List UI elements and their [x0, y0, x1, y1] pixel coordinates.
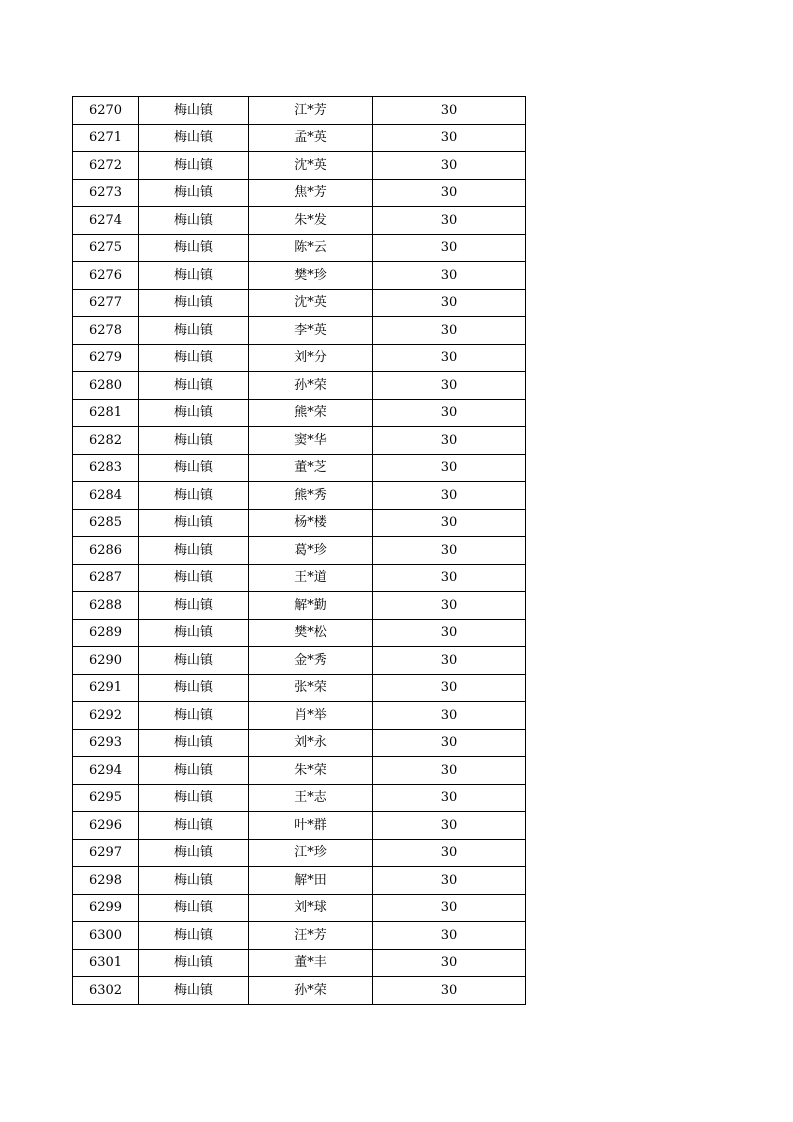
- person-name-cell: 杨*楼: [249, 509, 373, 537]
- person-name-cell: 葛*珍: [249, 537, 373, 565]
- row-number-cell: 6271: [73, 124, 139, 152]
- town-cell: 梅山镇: [139, 97, 249, 125]
- table-row: [73, 674, 526, 702]
- town-cell: 梅山镇: [139, 977, 249, 1005]
- amount-cell: 30: [373, 564, 526, 592]
- person-name-cell: 沈*英: [249, 289, 373, 317]
- amount-cell: 30: [373, 894, 526, 922]
- table-row: [73, 317, 526, 345]
- table-row: [73, 537, 526, 565]
- town-cell: 梅山镇: [139, 674, 249, 702]
- table-row: [73, 482, 526, 510]
- row-number-cell: 6298: [73, 867, 139, 895]
- town-cell: 梅山镇: [139, 702, 249, 730]
- amount-cell: 30: [373, 784, 526, 812]
- town-cell: 梅山镇: [139, 949, 249, 977]
- amount-cell: 30: [373, 289, 526, 317]
- town-cell: 梅山镇: [139, 124, 249, 152]
- person-name-cell: 焦*芳: [249, 179, 373, 207]
- person-name-cell: 王*道: [249, 564, 373, 592]
- person-name-cell: 朱*发: [249, 207, 373, 235]
- amount-cell: 30: [373, 317, 526, 345]
- amount-cell: 30: [373, 124, 526, 152]
- person-name-cell: 王*志: [249, 784, 373, 812]
- row-number-cell: 6295: [73, 784, 139, 812]
- table-row: [73, 729, 526, 757]
- amount-cell: 30: [373, 262, 526, 290]
- row-number-cell: 6290: [73, 647, 139, 675]
- person-name-cell: 朱*荣: [249, 757, 373, 785]
- person-name-cell: 孙*荣: [249, 977, 373, 1005]
- row-number-cell: 6299: [73, 894, 139, 922]
- person-name-cell: 樊*珍: [249, 262, 373, 290]
- table-row: [73, 262, 526, 290]
- town-cell: 梅山镇: [139, 509, 249, 537]
- person-name-cell: 叶*群: [249, 812, 373, 840]
- town-cell: 梅山镇: [139, 922, 249, 950]
- row-number-cell: 6285: [73, 509, 139, 537]
- table-row: [73, 97, 526, 125]
- town-cell: 梅山镇: [139, 372, 249, 400]
- row-number-cell: 6272: [73, 152, 139, 180]
- table-row: [73, 784, 526, 812]
- town-cell: 梅山镇: [139, 894, 249, 922]
- town-cell: 梅山镇: [139, 152, 249, 180]
- table-row: [73, 289, 526, 317]
- row-number-cell: 6292: [73, 702, 139, 730]
- amount-cell: 30: [373, 619, 526, 647]
- amount-cell: 30: [373, 372, 526, 400]
- table-row: [73, 372, 526, 400]
- table-row: [73, 647, 526, 675]
- table-row: [73, 234, 526, 262]
- row-number-cell: 6301: [73, 949, 139, 977]
- row-number-cell: 6274: [73, 207, 139, 235]
- table-row: [73, 949, 526, 977]
- person-name-cell: 董*芝: [249, 454, 373, 482]
- row-number-cell: 6283: [73, 454, 139, 482]
- row-number-cell: 6297: [73, 839, 139, 867]
- amount-cell: 30: [373, 537, 526, 565]
- table-row: [73, 922, 526, 950]
- amount-cell: 30: [373, 729, 526, 757]
- town-cell: 梅山镇: [139, 262, 249, 290]
- town-cell: 梅山镇: [139, 757, 249, 785]
- roster-table: [72, 96, 526, 1005]
- amount-cell: 30: [373, 482, 526, 510]
- amount-cell: 30: [373, 812, 526, 840]
- amount-cell: 30: [373, 207, 526, 235]
- town-cell: 梅山镇: [139, 867, 249, 895]
- table-row: [73, 592, 526, 620]
- table-row: [73, 124, 526, 152]
- person-name-cell: 窦*华: [249, 427, 373, 455]
- person-name-cell: 熊*荣: [249, 399, 373, 427]
- row-number-cell: 6296: [73, 812, 139, 840]
- table-row: [73, 757, 526, 785]
- row-number-cell: 6287: [73, 564, 139, 592]
- town-cell: 梅山镇: [139, 482, 249, 510]
- table-row: [73, 454, 526, 482]
- person-name-cell: 樊*松: [249, 619, 373, 647]
- town-cell: 梅山镇: [139, 427, 249, 455]
- table-row: [73, 839, 526, 867]
- row-number-cell: 6286: [73, 537, 139, 565]
- row-number-cell: 6279: [73, 344, 139, 372]
- amount-cell: 30: [373, 399, 526, 427]
- town-cell: 梅山镇: [139, 344, 249, 372]
- row-number-cell: 6282: [73, 427, 139, 455]
- amount-cell: 30: [373, 647, 526, 675]
- table-row: [73, 977, 526, 1005]
- person-name-cell: 董*丰: [249, 949, 373, 977]
- row-number-cell: 6288: [73, 592, 139, 620]
- row-number-cell: 6300: [73, 922, 139, 950]
- town-cell: 梅山镇: [139, 592, 249, 620]
- table-row: [73, 179, 526, 207]
- table-row: [73, 399, 526, 427]
- table-row: [73, 207, 526, 235]
- person-name-cell: 李*英: [249, 317, 373, 345]
- person-name-cell: 解*勤: [249, 592, 373, 620]
- person-name-cell: 肖*举: [249, 702, 373, 730]
- row-number-cell: 6293: [73, 729, 139, 757]
- row-number-cell: 6291: [73, 674, 139, 702]
- person-name-cell: 张*荣: [249, 674, 373, 702]
- amount-cell: 30: [373, 344, 526, 372]
- town-cell: 梅山镇: [139, 399, 249, 427]
- row-number-cell: 6277: [73, 289, 139, 317]
- town-cell: 梅山镇: [139, 784, 249, 812]
- amount-cell: 30: [373, 922, 526, 950]
- row-number-cell: 6276: [73, 262, 139, 290]
- town-cell: 梅山镇: [139, 564, 249, 592]
- person-name-cell: 沈*英: [249, 152, 373, 180]
- person-name-cell: 陈*云: [249, 234, 373, 262]
- table-row: [73, 427, 526, 455]
- row-number-cell: 6284: [73, 482, 139, 510]
- table-row: [73, 619, 526, 647]
- person-name-cell: 汪*芳: [249, 922, 373, 950]
- amount-cell: 30: [373, 592, 526, 620]
- person-name-cell: 孙*荣: [249, 372, 373, 400]
- table-row: [73, 867, 526, 895]
- table-row: [73, 812, 526, 840]
- town-cell: 梅山镇: [139, 647, 249, 675]
- town-cell: 梅山镇: [139, 234, 249, 262]
- table-row: [73, 344, 526, 372]
- amount-cell: 30: [373, 757, 526, 785]
- amount-cell: 30: [373, 839, 526, 867]
- person-name-cell: 金*秀: [249, 647, 373, 675]
- amount-cell: 30: [373, 234, 526, 262]
- town-cell: 梅山镇: [139, 207, 249, 235]
- town-cell: 梅山镇: [139, 537, 249, 565]
- town-cell: 梅山镇: [139, 729, 249, 757]
- town-cell: 梅山镇: [139, 454, 249, 482]
- row-number-cell: 6273: [73, 179, 139, 207]
- row-number-cell: 6281: [73, 399, 139, 427]
- town-cell: 梅山镇: [139, 812, 249, 840]
- table-row: [73, 509, 526, 537]
- town-cell: 梅山镇: [139, 289, 249, 317]
- table-row: [73, 152, 526, 180]
- person-name-cell: 刘*分: [249, 344, 373, 372]
- row-number-cell: 6275: [73, 234, 139, 262]
- amount-cell: 30: [373, 867, 526, 895]
- amount-cell: 30: [373, 454, 526, 482]
- person-name-cell: 刘*球: [249, 894, 373, 922]
- roster-table-body: [73, 97, 526, 1005]
- town-cell: 梅山镇: [139, 317, 249, 345]
- amount-cell: 30: [373, 949, 526, 977]
- row-number-cell: 6289: [73, 619, 139, 647]
- amount-cell: 30: [373, 152, 526, 180]
- amount-cell: 30: [373, 97, 526, 125]
- town-cell: 梅山镇: [139, 619, 249, 647]
- row-number-cell: 6278: [73, 317, 139, 345]
- town-cell: 梅山镇: [139, 179, 249, 207]
- amount-cell: 30: [373, 702, 526, 730]
- person-name-cell: 孟*英: [249, 124, 373, 152]
- person-name-cell: 刘*永: [249, 729, 373, 757]
- amount-cell: 30: [373, 674, 526, 702]
- row-number-cell: 6294: [73, 757, 139, 785]
- town-cell: 梅山镇: [139, 839, 249, 867]
- amount-cell: 30: [373, 179, 526, 207]
- amount-cell: 30: [373, 509, 526, 537]
- person-name-cell: 江*芳: [249, 97, 373, 125]
- table-row: [73, 702, 526, 730]
- row-number-cell: 6280: [73, 372, 139, 400]
- row-number-cell: 6270: [73, 97, 139, 125]
- table-row: [73, 894, 526, 922]
- person-name-cell: 解*田: [249, 867, 373, 895]
- table-row: [73, 564, 526, 592]
- amount-cell: 30: [373, 427, 526, 455]
- amount-cell: 30: [373, 977, 526, 1005]
- person-name-cell: 熊*秀: [249, 482, 373, 510]
- row-number-cell: 6302: [73, 977, 139, 1005]
- person-name-cell: 江*珍: [249, 839, 373, 867]
